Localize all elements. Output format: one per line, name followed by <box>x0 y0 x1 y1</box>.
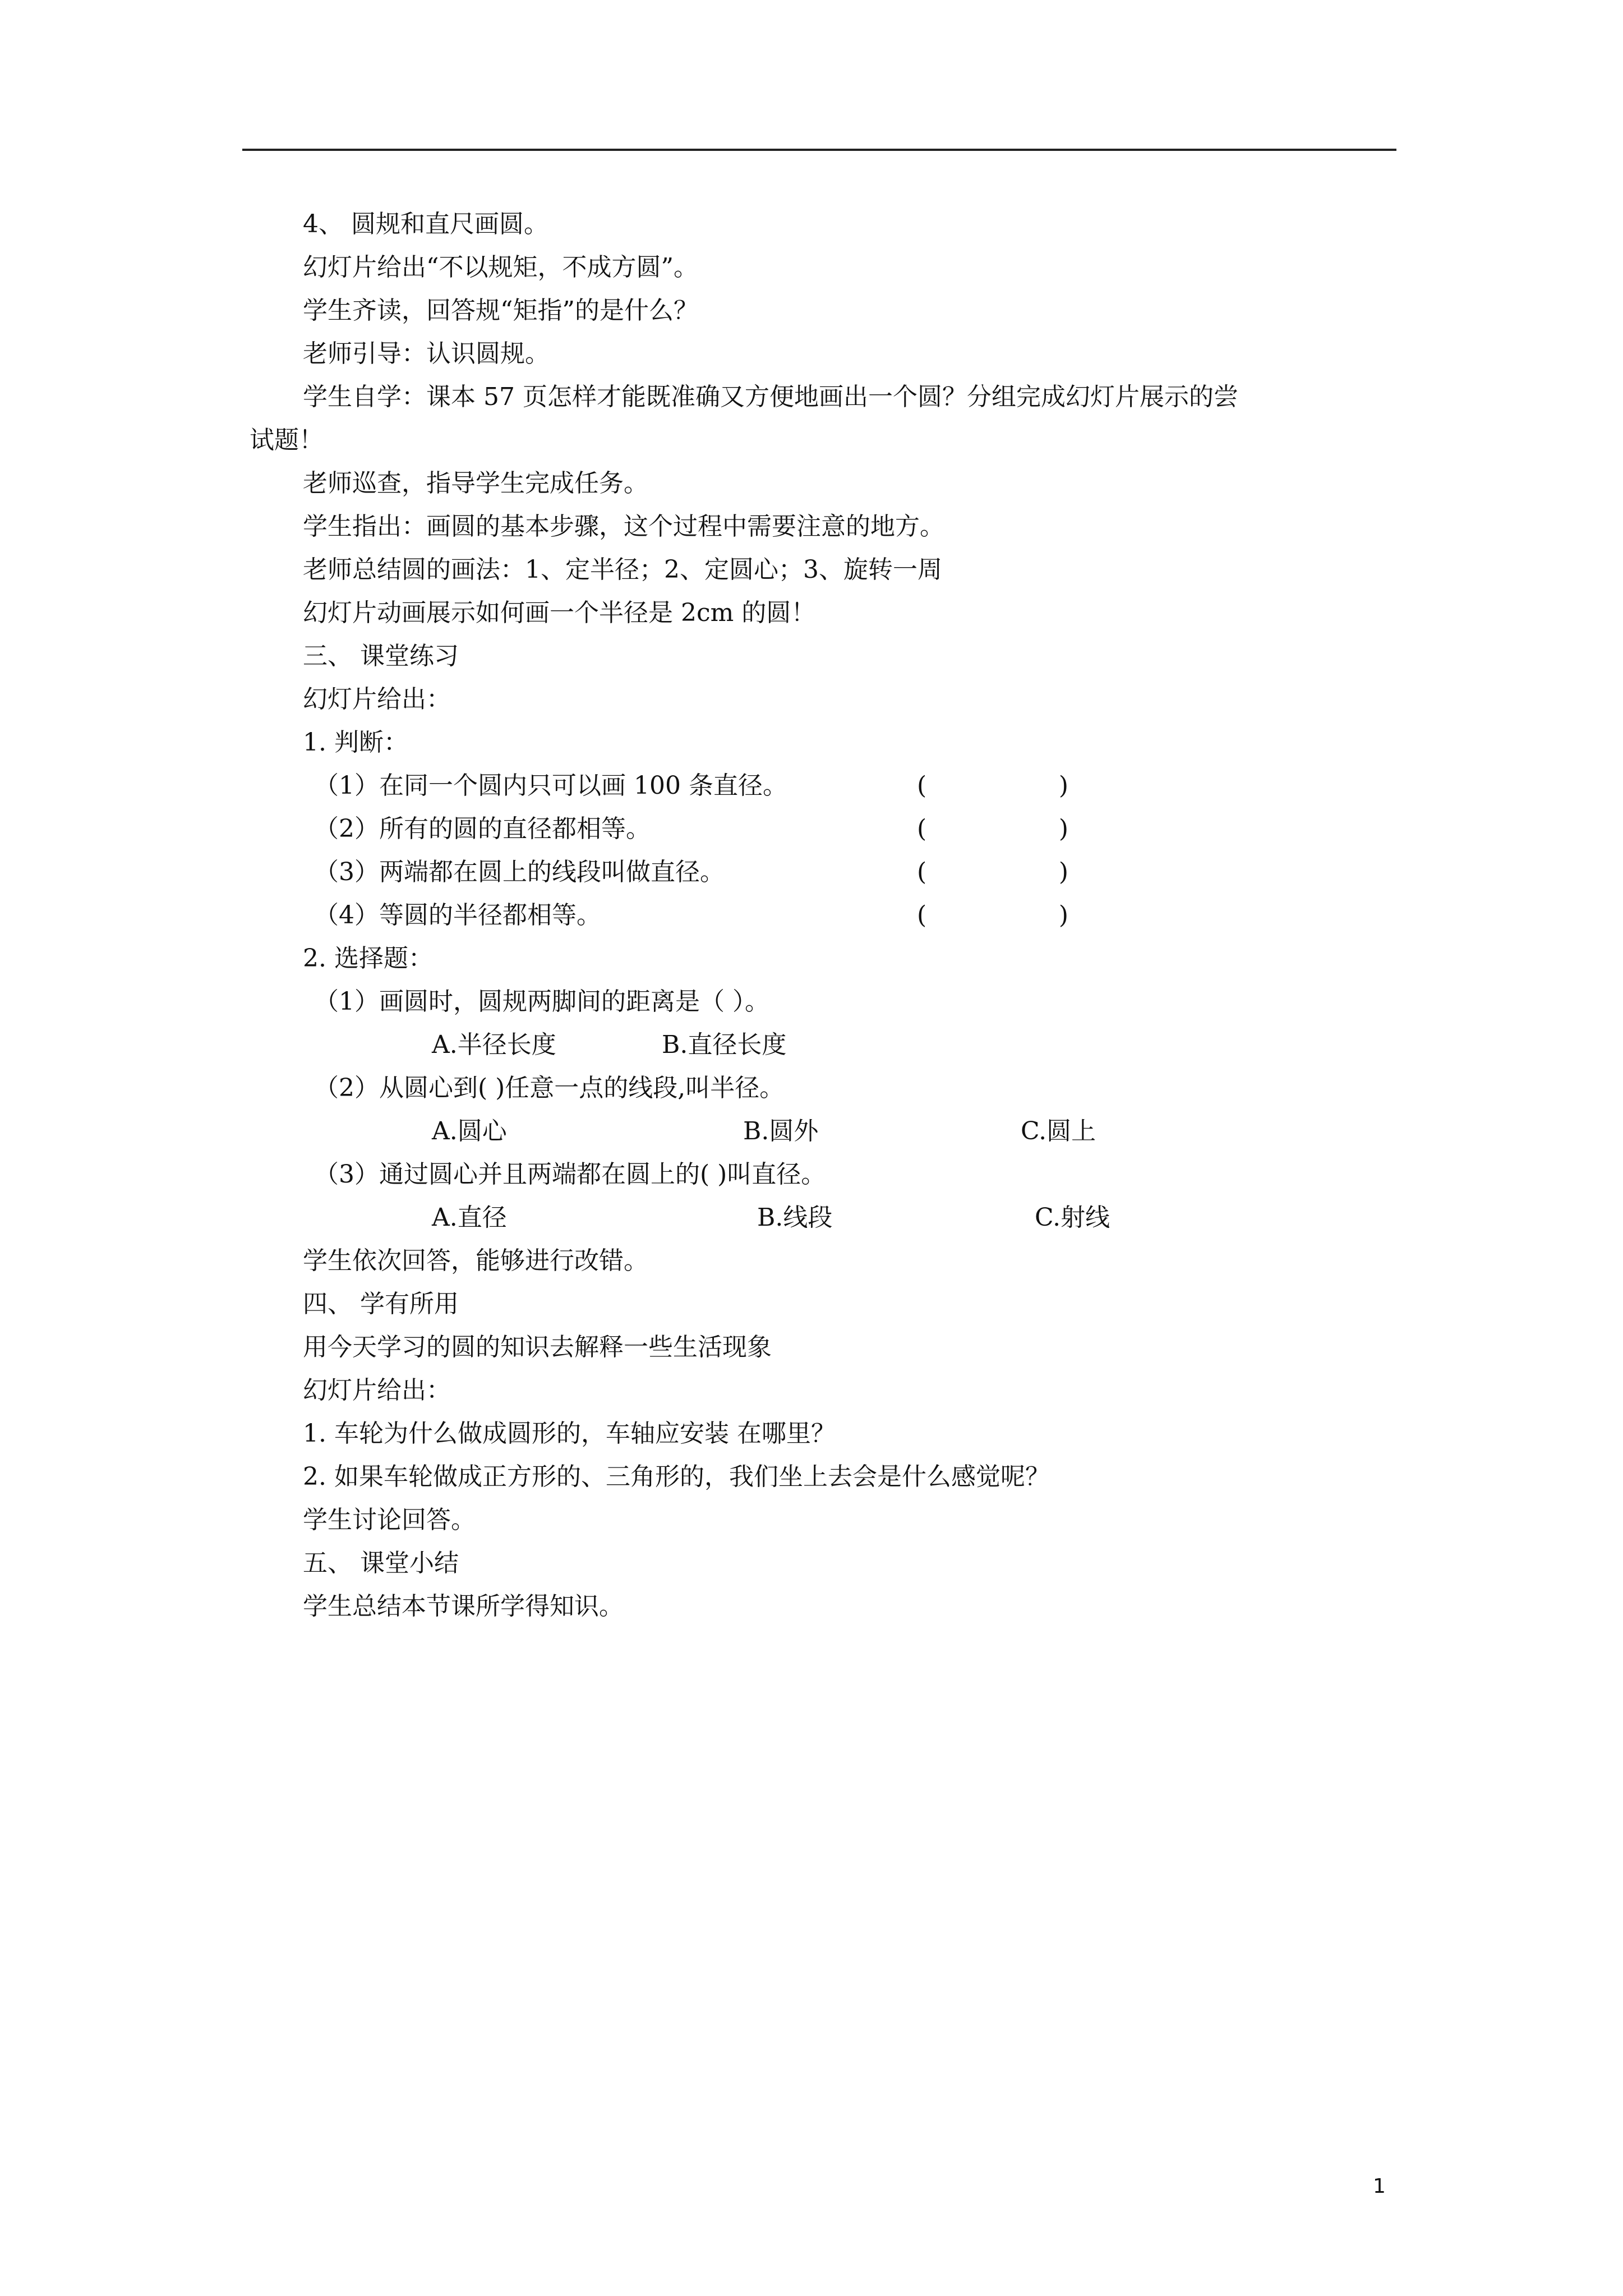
slide-animation-line: 幻灯片动画展示如何画一个半径是 2cm 的圆！ <box>303 599 816 627</box>
slide-gives-line-2: 幻灯片给出： <box>303 1376 451 1405</box>
student-summary-line: 学生总结本节课所学得知识。 <box>303 1592 624 1621</box>
choice-3-option-b: B.线段 <box>757 1203 833 1232</box>
choice-2-option-a: A.圆心 <box>432 1117 507 1145</box>
student-point-line: 学生指出：画圆的基本步骤，这个过程中需要注意的地方。 <box>303 512 944 541</box>
section-4-heading: 四、 学有所用 <box>303 1290 459 1318</box>
judge-item-1: （1）在同一个圆内只可以画 100 条直径。 <box>314 771 787 800</box>
choice-3-option-c: C.射线 <box>1035 1203 1110 1232</box>
page-number: 1 <box>1373 2175 1386 2198</box>
section-3-heading: 三、 课堂练习 <box>303 642 459 670</box>
slide-quote-line: 幻灯片给出“不以规矩，不成方圆”。 <box>303 253 698 282</box>
judge-item-4: （4）等圆的半径都相等。 <box>314 901 601 930</box>
judge-heading: 1. 判断： <box>303 728 408 757</box>
judge-item-3: （3）两端都在圆上的线段叫做直径。 <box>314 858 725 886</box>
self-study-line-cont: 试题！ <box>250 426 324 454</box>
teacher-patrol-line: 老师巡查，指导学生完成任务。 <box>303 469 648 498</box>
answer-blank-3: ( ) <box>917 858 1068 886</box>
answer-blank-1: ( ) <box>917 771 1068 800</box>
choice-2-option-b: B.圆外 <box>743 1117 819 1145</box>
choice-1-option-b: B.直径长度 <box>662 1030 787 1059</box>
step-4-heading: 4、 圆规和直尺画圆。 <box>303 210 548 238</box>
question-wheel-1: 1. 车轮为什么做成圆形的，车轴应安装 在哪里？ <box>303 1419 836 1448</box>
choice-item-2: （2）从圆心到( )任意一点的线段,叫半径。 <box>314 1074 785 1102</box>
student-answer-line: 学生依次回答，能够进行改错。 <box>303 1246 648 1275</box>
choice-3-option-a: A.直径 <box>432 1203 507 1232</box>
choice-1-option-a: A.半径长度 <box>432 1030 556 1059</box>
question-wheel-2: 2. 如果车轮做成正方形的、三角形的，我们坐上去会是什么感觉呢？ <box>303 1462 1050 1491</box>
header-rule <box>242 149 1396 151</box>
section-5-heading: 五、 课堂小结 <box>303 1549 459 1577</box>
student-discuss-line: 学生讨论回答。 <box>303 1506 476 1534</box>
choice-heading: 2. 选择题： <box>303 944 433 973</box>
choice-item-3: （3）通过圆心并且两端都在圆上的( )叫直径。 <box>314 1160 826 1189</box>
answer-blank-2: ( ) <box>917 815 1068 843</box>
slide-gives-line: 幻灯片给出： <box>303 685 451 714</box>
judge-item-2: （2）所有的圆的直径都相等。 <box>314 815 651 843</box>
answer-blank-4: ( ) <box>917 901 1068 930</box>
self-study-line: 学生自学：课本 57 页怎样才能既准确又方便地画出一个圆？分组完成幻灯片展示的尝 <box>303 383 1238 411</box>
teacher-summary-line: 老师总结圆的画法：1、定半径；2、定圆心；3、旋转一周 <box>303 555 942 584</box>
student-read-line: 学生齐读，回答规“矩指”的是什么？ <box>303 296 698 325</box>
teacher-guide-line: 老师引导：认识圆规。 <box>303 339 550 368</box>
explain-phenomena-line: 用今天学习的圆的知识去解释一些生活现象 <box>303 1333 772 1361</box>
choice-2-option-c: C.圆上 <box>1021 1117 1096 1145</box>
choice-item-1: （1）画圆时，圆规两脚间的距离是（ ）。 <box>314 987 769 1016</box>
